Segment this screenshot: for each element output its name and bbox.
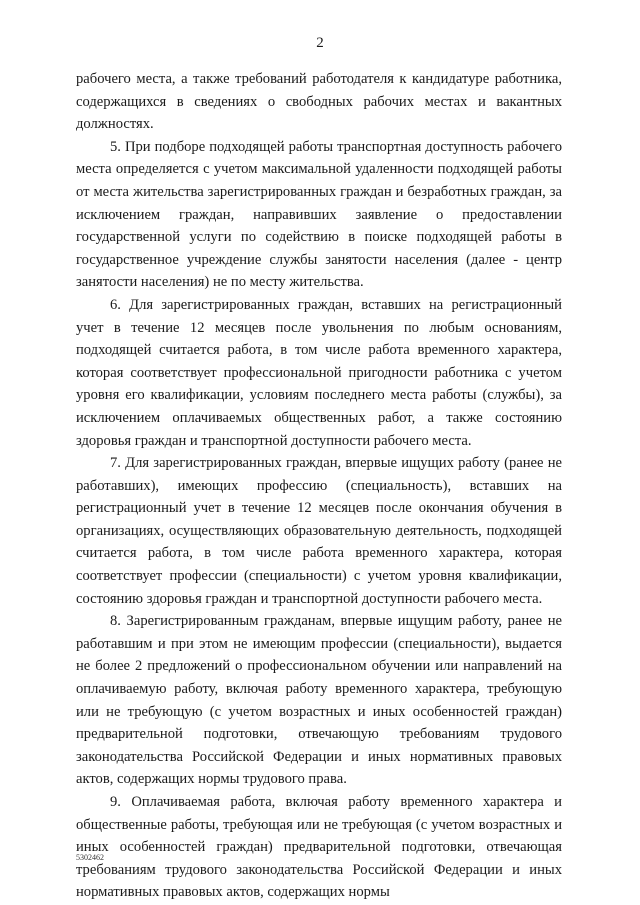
document-body (76, 68, 562, 904)
paragraph-9: 9. Оплачиваемая работа, включая работу временного характера и общественные работы, требующая или не требующая (с учетом возрастных и иных особенностей граждан) предварительной подготовки, отвечающая требованиям трудового законодательства Российской Федерации и иных нормативных правовых актов, содержащих нормы (76, 794, 562, 901)
paragraph-5: 5. При подборе подходящей работы транспортная доступность рабочего места определяется с учетом максимальной удаленности подходящей работы от места жительства зарегистрированных граждан и безработных граждан, за исключением граждан, направивших заявление о предоставлении государственной услуги по содействию в поиске подходящей работы в государственное учреждение службы занятости населения (далее - центр занятости населения) не по месту жительства. (76, 138, 562, 291)
document-code: 5302462 (76, 853, 104, 862)
paragraph-8: 8. Зарегистрированным гражданам, впервые ищущим работу, ранее не работавшим и при этом не имеющим профессии (специальности), выдается не более 2 предложений о профессиональном обучении или направлений на оплачиваемую работу, включая работу временного характера, требующую или не требующую (с учетом возрастных и иных особенностей граждан) предварительной подготовки, отвечающую требованиям трудового законодательства Российской Федерации и иных нормативных правовых актов, содержащих нормы трудового права. (76, 613, 562, 788)
paragraph-6: 6. Для зарегистрированных граждан, вставших на регистрационный учет в течение 12 месяцев после увольнения по любым основаниям, подходящей считается работа, в том числе работа временного характера, которая соответствует профессиональной пригодности работника с учетом уровня его квалификации, условиям последнего места работы (службы), за исключением оплачиваемых общественных работ, а также состоянию здоровья граждан и транспортной доступности рабочего места. (76, 296, 562, 449)
paragraph-continuation: рабочего места, а также требований работодателя к кандидатуре работника, содержащихся в сведениях о свободных рабочих местах и вакантных должностях. (76, 71, 562, 133)
paragraph-7: 7. Для зарегистрированных граждан, впервые ищущих работу (ранее не работавших), имеющих профессию (специальность), вставших на регистрационный учет в течение 12 месяцев после окончания обучения в организациях, осуществляющих образовательную деятельность, подходящей считается работа, в том числе работа временного характера, которая соответствует профессии (специальности) с учетом уровня квалификации, состоянию здоровья граждан и транспортной доступности рабочего места. (76, 455, 562, 607)
page-number: 2 (316, 35, 324, 51)
